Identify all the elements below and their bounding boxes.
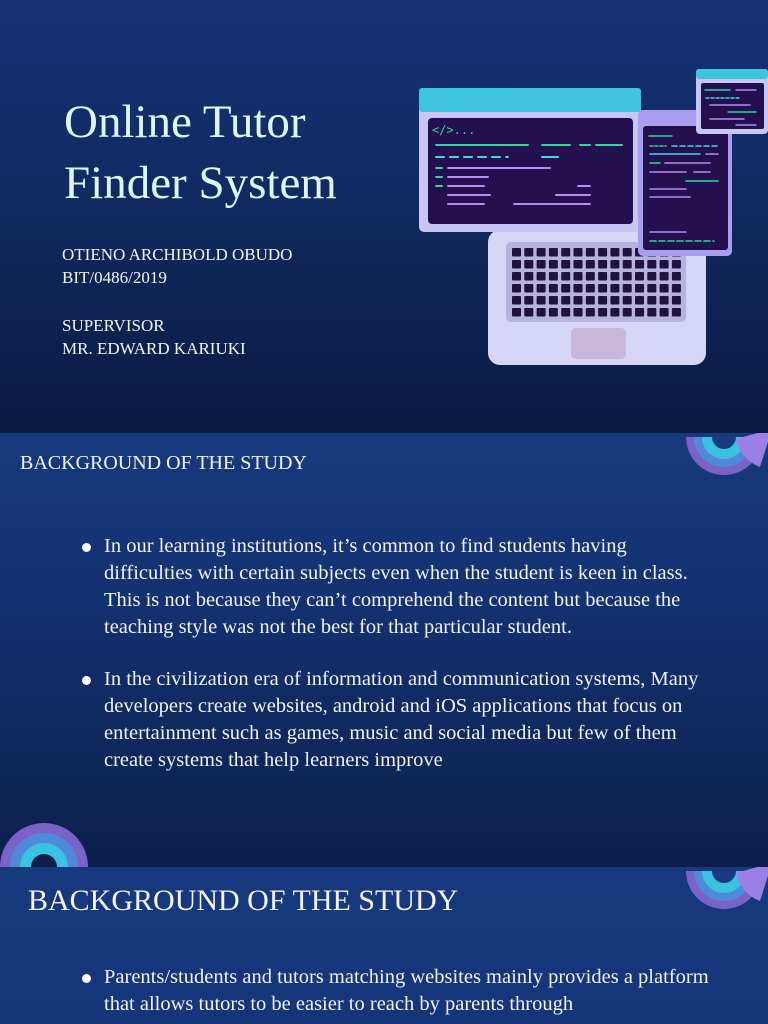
list-item xyxy=(79,666,719,774)
keyboard-key xyxy=(561,296,570,305)
keyboard-key xyxy=(549,284,558,293)
keyboard-key xyxy=(561,284,570,293)
keyboard-key xyxy=(574,272,583,281)
student-id: BIT/0486/2019 xyxy=(62,268,167,287)
keyboard-key xyxy=(549,260,558,269)
laptop-code-illustration xyxy=(410,62,768,372)
keyboard-key xyxy=(610,296,619,305)
bullet-icon xyxy=(82,676,91,685)
keyboard-key xyxy=(610,272,619,281)
keyboard-key xyxy=(574,308,583,317)
keyboard-key xyxy=(610,248,619,257)
title-slide xyxy=(0,0,768,433)
title-line-2: Finder System xyxy=(64,157,337,209)
quarter-fan-decoration xyxy=(680,867,768,917)
keyboard-key xyxy=(647,272,656,281)
keyboard-key xyxy=(660,272,669,281)
keyboard-key xyxy=(586,248,595,257)
list-item xyxy=(79,533,719,641)
keyboard-key xyxy=(512,308,521,317)
keyboard-key xyxy=(586,308,595,317)
keyboard-key xyxy=(598,308,607,317)
keyboard-key xyxy=(537,308,546,317)
keyboard-key xyxy=(647,284,656,293)
keyboard-key xyxy=(635,296,644,305)
keyboard-key xyxy=(524,272,533,281)
keyboard-key xyxy=(610,284,619,293)
keyboard-key xyxy=(586,272,595,281)
keyboard-key xyxy=(647,296,656,305)
quarter-fan-decoration xyxy=(0,817,90,867)
keyboard-key xyxy=(598,248,607,257)
student-name: OTIENO ARCHIBOLD OBUDO xyxy=(62,245,293,264)
keyboard-key xyxy=(598,272,607,281)
slide-title xyxy=(64,92,337,214)
bullet-text: In the civilization era of information and communication systems, Many developers create websites, android and iOS applications that focus on entertainment such as games, music and social media but few of them create systems that help learners improve xyxy=(104,668,699,771)
author-block xyxy=(62,243,292,289)
keyboard-key xyxy=(512,248,521,257)
list-item xyxy=(79,964,719,1018)
keyboard-key xyxy=(537,272,546,281)
keyboard-key xyxy=(512,284,521,293)
supervisor-block xyxy=(62,314,246,360)
keyboard-key xyxy=(672,284,681,293)
keyboard-key xyxy=(524,260,533,269)
keyboard-key xyxy=(561,260,570,269)
keyboard-key xyxy=(524,296,533,305)
keyboard-key xyxy=(623,296,632,305)
keyboard-key xyxy=(586,260,595,269)
keyboard-key xyxy=(635,272,644,281)
keyboard-key xyxy=(586,284,595,293)
background-slide-2 xyxy=(0,867,768,1024)
keyboard-key xyxy=(610,260,619,269)
keyboard-key xyxy=(672,272,681,281)
keyboard-key xyxy=(598,296,607,305)
keyboard-key xyxy=(660,296,669,305)
title-line-1: Online Tutor xyxy=(64,96,306,148)
keyboard-key xyxy=(610,308,619,317)
keyboard-key xyxy=(660,284,669,293)
keyboard-key xyxy=(537,248,546,257)
bullet-list xyxy=(79,533,719,799)
keyboard-key xyxy=(672,260,681,269)
keyboard-key xyxy=(549,248,558,257)
keyboard-key xyxy=(537,260,546,269)
keyboard-key xyxy=(574,248,583,257)
keyboard-key xyxy=(549,296,558,305)
keyboard-key xyxy=(537,284,546,293)
keyboard-key xyxy=(672,308,681,317)
keyboard-key xyxy=(660,308,669,317)
keyboard-key xyxy=(512,260,521,269)
keyboard-key xyxy=(512,296,521,305)
keyboard-key xyxy=(623,260,632,269)
code-tag-text: </>... xyxy=(432,123,476,137)
keyboard-key xyxy=(574,296,583,305)
keyboard-key xyxy=(623,272,632,281)
keyboard-key xyxy=(574,284,583,293)
bullet-list xyxy=(79,964,719,1024)
keyboard-key xyxy=(623,284,632,293)
keyboard-key xyxy=(549,272,558,281)
keyboard-key xyxy=(672,296,681,305)
keyboard-key xyxy=(635,260,644,269)
keyboard-key xyxy=(635,284,644,293)
keyboard-key xyxy=(660,260,669,269)
keyboard-key xyxy=(574,260,583,269)
keyboard-key xyxy=(524,248,533,257)
bullet-icon xyxy=(82,543,91,552)
slide-heading: BACKGROUND OF THE STUDY xyxy=(28,884,459,917)
keyboard-key xyxy=(524,308,533,317)
supervisor-name: MR. EDWARD KARIUKI xyxy=(62,339,246,358)
supervisor-label: SUPERVISOR xyxy=(62,316,165,335)
keyboard-key xyxy=(647,308,656,317)
keyboard-key xyxy=(647,260,656,269)
bullet-text: Parents/students and tutors matching websites mainly provides a platform that allows tutors to be easier to reach by parents through xyxy=(104,966,709,1015)
keyboard-key xyxy=(598,260,607,269)
background-slide-1 xyxy=(0,433,768,867)
bullet-text: In our learning institutions, it’s common to find students having difficulties with certain subjects even when the student is keen in class. This is not because they can’t comprehend the content but because the teaching style was not the best for that particular student. xyxy=(104,535,688,638)
slide-heading: BACKGROUND OF THE STUDY xyxy=(20,452,307,474)
keyboard-key xyxy=(561,308,570,317)
quarter-fan-decoration xyxy=(680,433,768,483)
keyboard-key xyxy=(635,308,644,317)
keyboard-key xyxy=(586,296,595,305)
bullet-icon xyxy=(82,974,91,983)
keyboard-key xyxy=(549,308,558,317)
keyboard-key xyxy=(561,248,570,257)
keyboard-key xyxy=(524,284,533,293)
keyboard-key xyxy=(537,296,546,305)
keyboard-key xyxy=(623,248,632,257)
keyboard-key xyxy=(598,284,607,293)
keyboard-key xyxy=(561,272,570,281)
keyboard-key xyxy=(512,272,521,281)
keyboard-key xyxy=(623,308,632,317)
